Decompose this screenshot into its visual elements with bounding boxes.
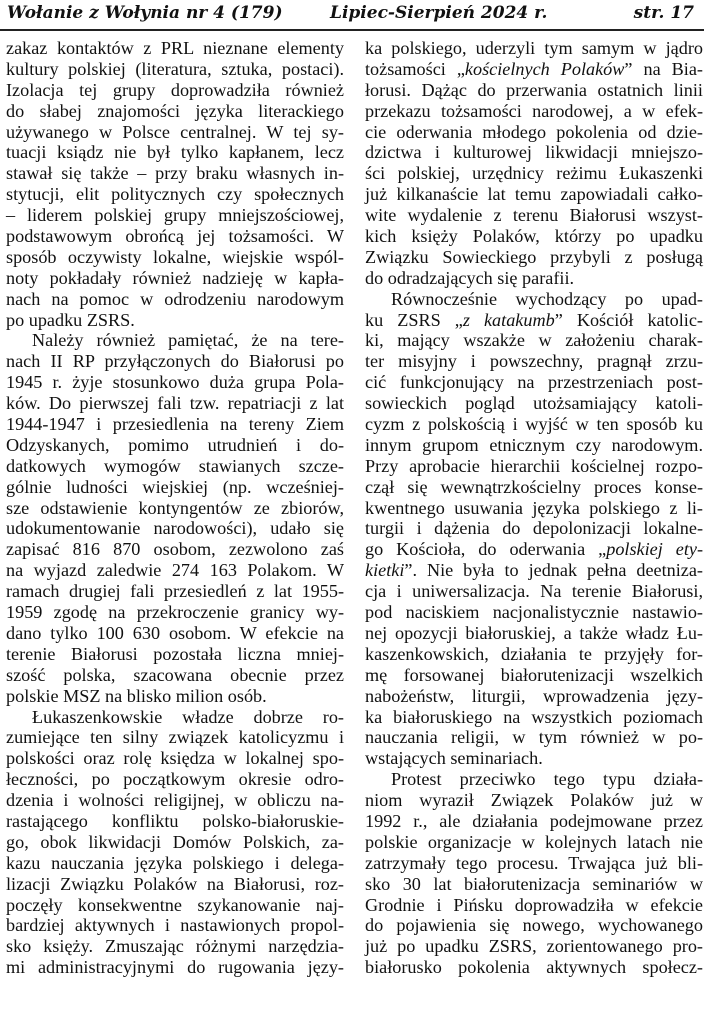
text-line: łeczności, po początkowym okresie odro- — [6, 769, 344, 790]
text-line: wstających seminariach. — [365, 748, 543, 769]
text-line: do odradzających się parafii. — [365, 267, 575, 288]
text-line: sowieckich pogląd utożsamiający katoli- — [365, 393, 703, 414]
text-line: dano tylko 100 630 osobom. W efekcie na — [6, 622, 344, 643]
text-line: 1944-1947 i przesiedlenia na tereny Ziem — [6, 414, 344, 435]
text-line: białorusko pokolenia aktywnych społecz- — [365, 957, 703, 978]
text-line: 1959 zgodę na przekroczenie granicy wy- — [6, 602, 344, 623]
text-line: przekazu tożsamości narodowej, a w efek- — [365, 100, 703, 121]
text-line: nej opozycji białoruskiej, a także władz Łu- — [365, 622, 703, 643]
text-line: zakaz kontaktów z PRL nieznane elementy — [6, 38, 344, 58]
text-line: cja i uniwersalizacja. Na terenie Białorusi, — [365, 581, 703, 602]
text-line: sko 30 lat białorutenizacja seminariów w — [365, 873, 703, 894]
text-line: cić funkcjonujący na przestrzeniach post- — [365, 372, 703, 393]
text-line: ki, mający wszakże w założeniu charak- — [365, 330, 703, 351]
text-line: kazu nauczania języka polskiego i delega- — [6, 852, 344, 873]
text-line: nabożeństw, liturgii, wprowadzenia języ- — [365, 685, 703, 706]
text-line: do pojawienia się nowego, wychowanego — [365, 915, 703, 936]
text-line: tożsamości „kościelnych Polaków” na Bia- — [365, 58, 703, 79]
text-line: po upadku ZSRS. — [6, 309, 135, 330]
text-line: bardziej aktywnych i nastawionych propol- — [6, 915, 344, 936]
text-line: lizacji Związku Polaków na Białorusi, roz- — [6, 873, 344, 894]
text-line: Łukaszenkowskie władze dobrze ro- — [32, 706, 344, 727]
text-line: 1992 r., ale działania podejmowane przez — [365, 810, 703, 831]
issue-date: Lipiec-Sierpień 2024 r. — [330, 3, 548, 23]
text-line: stawał się także – przy braku własnych in- — [6, 163, 344, 184]
page-header — [0, 0, 704, 30]
text-line: stytucji, elit politycznych czy społecznych — [6, 184, 344, 205]
text-line: dzictwa i kulturowej likwidacji mniejszo- — [365, 142, 703, 163]
text-line: udokumentowanie narodowości), udało się — [6, 518, 344, 539]
text-line: kultury polskiej (literatura, sztuka, postaci). — [6, 58, 344, 79]
text-line: mi administracyjnymi do rugowania języ- — [6, 957, 344, 978]
text-line: używanego w Polsce centralnej. W tej sy- — [6, 121, 344, 142]
text-line: już kilkanaście lat temu zapowiadali całko- — [365, 184, 703, 205]
text-line: zapisać 816 870 osobom, zezwolono zaś — [6, 539, 344, 560]
text-line: podstawowym obrońcą jej tożsamości. W — [6, 226, 344, 247]
text-line: noty pokładały również nadzieję w kapła- — [6, 267, 344, 288]
text-line: do słabej znajomości języka literackiego — [6, 100, 344, 121]
text-line: tuacji ksiądz nie był tylko kapłanem, lecz — [6, 142, 344, 163]
text-line: Izolacja tej grupy doprowadziła również — [6, 79, 344, 100]
text-line: kietki”. Nie była to jednak pełna deetniza- — [365, 560, 703, 581]
text-line: cie oderwania młodego pokolenia od dzie- — [365, 121, 703, 142]
text-line: polskości oraz rolę księdza w lokalnej spo- — [6, 748, 344, 769]
right-column — [365, 38, 703, 978]
text-line: ku ZSRS „z katakumb” Kościół katolic- — [365, 309, 703, 330]
text-line: polskie MSZ na blisko milion osób. — [6, 685, 267, 706]
text-line: Związku Sowieckiego przybyli z posługą — [365, 246, 703, 267]
text-line: kaszenkowskich, działania te przyjęły for- — [365, 643, 703, 664]
text-line: na wyjazd zaledwie 274 163 Polakom. W — [6, 560, 344, 581]
text-line: pod naciskiem nacjonalistycznie nastawio- — [365, 602, 703, 623]
text-line: nauczania religii, w tym również w po- — [365, 727, 703, 748]
text-line: ramach drugiej fali przesiedleń z lat 1955- — [6, 581, 344, 602]
text-line: datkowych wymogów stawianych szcze- — [6, 455, 344, 476]
text-line: ści polskiej, urzędnicy reżimu Łukaszenki — [365, 163, 703, 184]
text-line: już po upadku ZSRS, zorientowanego pro- — [365, 936, 703, 957]
text-line: kwentnego usuwania języka polskiego z li- — [365, 497, 703, 518]
left-column — [6, 38, 344, 978]
text-line: Odzyskanych, pomimo utrudnień i do- — [6, 434, 344, 455]
text-line: nach na pomoc w odrodzeniu narodowym — [6, 288, 344, 309]
text-line: ków. Do pierwszej fali tzw. repatriacji z lat — [6, 393, 344, 414]
text-line: Grodnie i Pińsku doprowadziła w efekcie — [365, 894, 703, 915]
text-line: nach II RP przyłączonych do Białorusi po — [6, 351, 344, 372]
page-number: str. 17 — [633, 3, 694, 23]
text-line: sze odstawienie kontyngentów ze zbiorów, — [6, 497, 344, 518]
text-line: go Kościoła, do oderwania „polskiej ety- — [365, 539, 703, 560]
text-line: – liderem polskiej grupy mniejszościowej, — [6, 205, 344, 226]
text-line: Protest przeciwko tego typu działa- — [391, 769, 703, 790]
text-line: mę forsowanej białorutenizacji wszelkich — [365, 664, 703, 685]
text-line: innym grupom etnicznym czy narodowym. — [365, 434, 703, 455]
text-line: ka polskiego, uderzyli tym samym w jądro — [365, 38, 703, 58]
text-line: polskie organizacje w kolejnych latach nie — [365, 831, 703, 852]
text-line: 1945 r. żyje stosunkowo duża grupa Pola- — [6, 372, 344, 393]
publication-title: Wołanie z Wołynia nr 4 (179) — [7, 3, 283, 23]
text-line: sko księży. Zmuszając różnymi narzędzia- — [6, 936, 344, 957]
text-line: łorusi. Dążąc do przerwania ostatnich linii — [365, 79, 703, 100]
text-line: cyzm z polskością i wyjść w ten sposób ku — [365, 414, 703, 435]
text-line: Równocześnie wychodzący po upad- — [391, 288, 703, 309]
text-line: terenie Białorusi pozostała liczna mniej- — [6, 643, 344, 664]
text-line: rastającego konfliktu polsko-białoruskie- — [6, 810, 344, 831]
text-line: niom wyraził Związek Polaków już w — [365, 790, 703, 811]
text-line: turgii i dążenia do depolonizacji lokalne- — [365, 518, 703, 539]
text-line: wite wydalenie z terenu Białorusi wszyst- — [365, 205, 703, 226]
text-line: ka białoruskiego na wszystkich poziomach — [365, 706, 703, 727]
text-line: zumiejące ten silny związek katolicyzmu i — [6, 727, 344, 748]
header-rule — [0, 29, 704, 31]
text-line: gólnie ludności wiejskiej (np. wcześniej- — [6, 476, 344, 497]
text-line: sposób oczywisty lokalne, wiejskie wspól- — [6, 246, 344, 267]
text-line: dzenia i wolności religijnej, w obliczu na- — [6, 790, 344, 811]
text-line: Należy również pamiętać, że na tere- — [32, 330, 344, 351]
text-line: poczęły konsekwentne szykanowanie naj- — [6, 894, 344, 915]
text-line: kich księży Polaków, którzy po upadku — [365, 226, 703, 247]
text-line: czął się wewnątrzkościelny proces konse- — [365, 476, 703, 497]
text-line: szość polska, szacowana obecnie przez — [6, 664, 344, 685]
text-line: go, obok likwidacji Domów Polskich, za- — [6, 831, 344, 852]
text-line: zatrzymały tego procesu. Trwająca już bli- — [365, 852, 703, 873]
text-line: ter misyjny i powszechny, pragnął zrzu- — [365, 351, 703, 372]
text-line: Przy aprobacie hierarchii kościelnej rozpo- — [365, 455, 703, 476]
